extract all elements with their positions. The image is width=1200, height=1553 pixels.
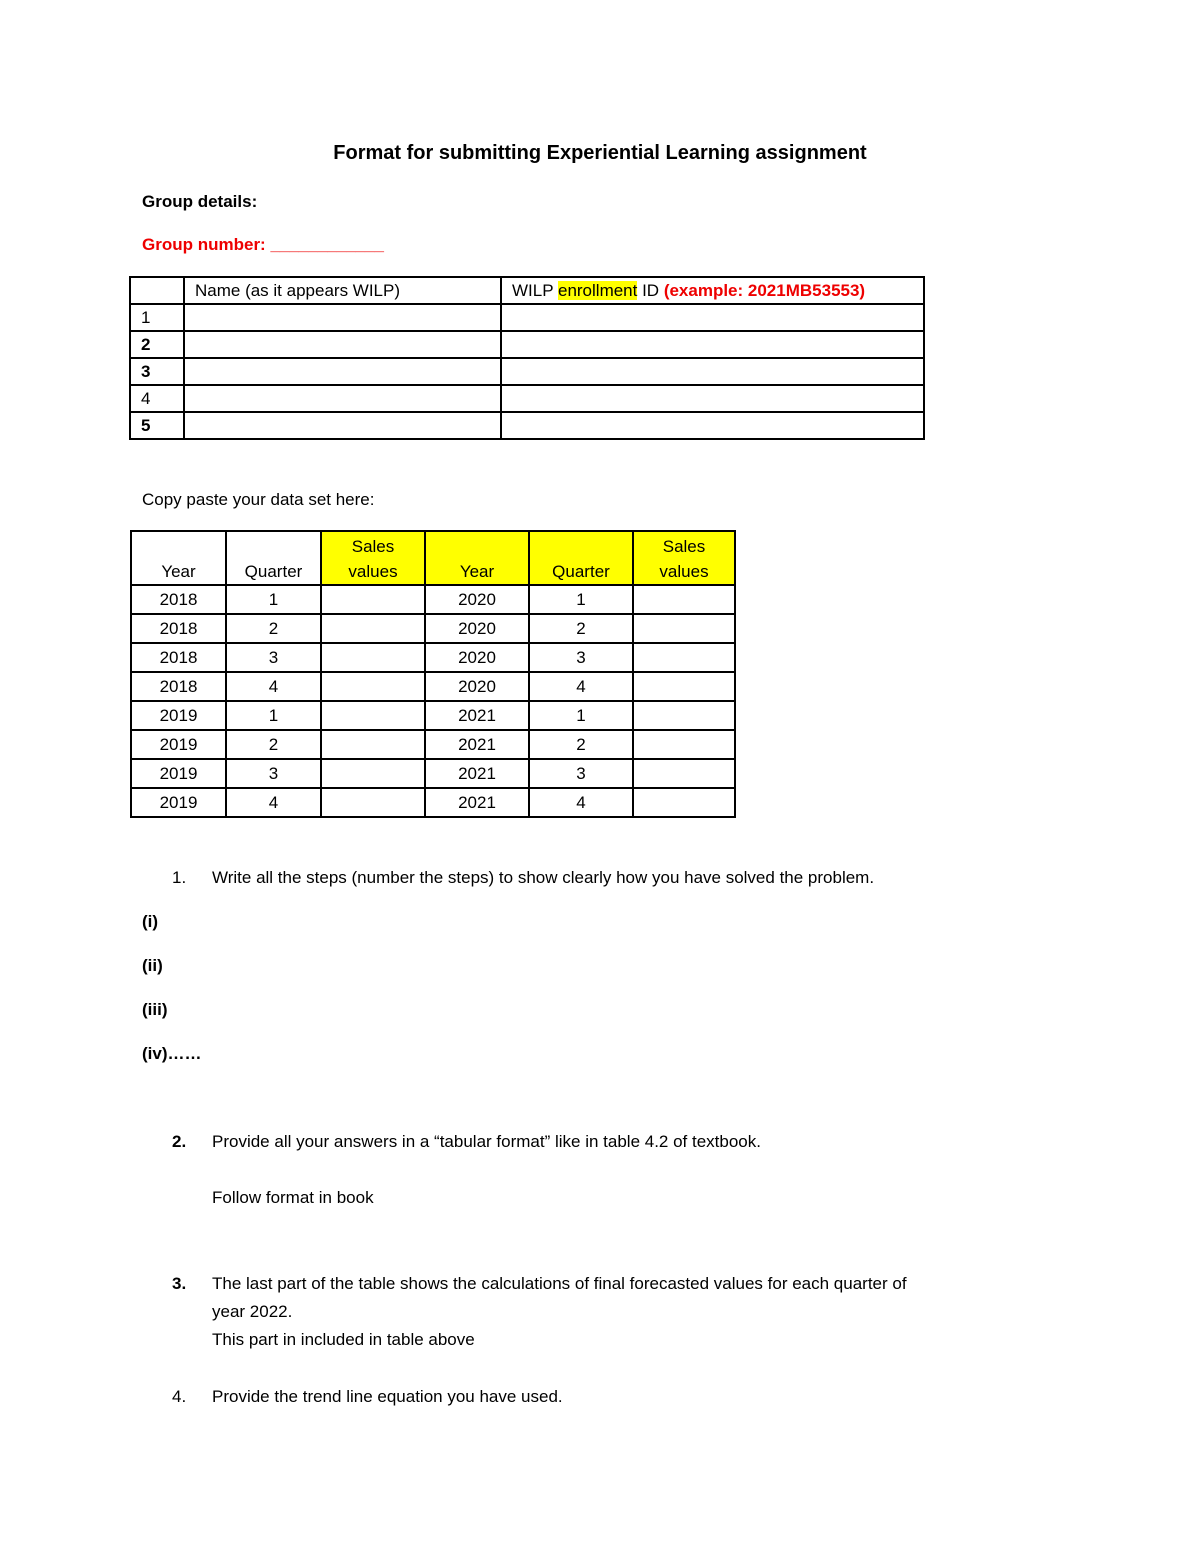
header-year: Year [425, 531, 529, 585]
sales-value-cell[interactable] [321, 643, 425, 672]
header-quarter: Quarter [529, 531, 633, 585]
member-name-cell[interactable] [184, 304, 501, 331]
sales-value-cell[interactable] [633, 759, 735, 788]
dataset-row [131, 643, 735, 672]
page-title: Format for submitting Experiential Learning assignment [333, 142, 867, 164]
quarter-cell: 3 [529, 759, 633, 788]
sales-value-cell[interactable] [633, 730, 735, 759]
question-number: 2. [172, 1132, 187, 1151]
group-number-label: Group number: ____________ [142, 235, 384, 254]
question-2-note: Follow format in book [212, 1188, 374, 1207]
members-header-id [501, 277, 924, 304]
member-name-cell[interactable] [184, 412, 501, 439]
question-text: Provide all your answers in a “tabular format” like in table 4.2 of textbook. [212, 1132, 761, 1151]
question-number: 1. [172, 868, 187, 887]
member-row [130, 412, 924, 439]
sales-line1: Sales [662, 537, 706, 556]
sales-value-cell[interactable] [321, 701, 425, 730]
dataset-table [130, 530, 736, 818]
id-example: (example: 2021MB53553) [663, 280, 866, 300]
member-index: 5 [130, 412, 184, 439]
member-name-cell[interactable] [184, 331, 501, 358]
member-row [130, 331, 924, 358]
step-label: (iii) [142, 1000, 168, 1019]
year-cell: 2020 [425, 672, 529, 701]
dataset-row [131, 730, 735, 759]
quarter-cell: 2 [226, 730, 321, 759]
quarter-cell: 4 [529, 788, 633, 817]
header-quarter: Quarter [226, 531, 321, 585]
id-highlight: enrollment [557, 280, 638, 300]
sales-value-cell[interactable] [321, 788, 425, 817]
sales-value-cell[interactable] [321, 730, 425, 759]
quarter-cell: 1 [529, 585, 633, 614]
sales-value-cell[interactable] [633, 614, 735, 643]
question-3-continuation: year 2022. [212, 1302, 293, 1321]
quarter-cell: 4 [226, 672, 321, 701]
quarter-cell: 3 [529, 643, 633, 672]
quarter-cell: 1 [226, 585, 321, 614]
question-text: Provide the trend line equation you have used. [212, 1387, 563, 1406]
step-label: (i) [142, 912, 159, 931]
year-cell: 2018 [131, 672, 226, 701]
sales-line2: values [659, 562, 709, 581]
member-index: 3 [130, 358, 184, 385]
member-index: 4 [130, 385, 184, 412]
members-header-index [130, 277, 184, 304]
dataset-row [131, 614, 735, 643]
quarter-cell: 1 [529, 701, 633, 730]
member-index: 1 [130, 304, 184, 331]
quarter-cell: 2 [529, 730, 633, 759]
id-prefix: WILP [512, 280, 558, 300]
step-label: (ii) [142, 956, 163, 975]
members-header-name: Name (as it appears WILP) [184, 277, 501, 304]
dataset-row [131, 672, 735, 701]
member-row [130, 358, 924, 385]
member-name-cell[interactable] [184, 385, 501, 412]
sales-value-cell[interactable] [321, 614, 425, 643]
member-id-cell[interactable] [501, 304, 924, 331]
members-table [129, 276, 925, 440]
year-cell: 2021 [425, 701, 529, 730]
year-cell: 2018 [131, 585, 226, 614]
sales-value-cell[interactable] [633, 672, 735, 701]
dataset-row [131, 585, 735, 614]
year-cell: 2020 [425, 643, 529, 672]
quarter-cell: 3 [226, 759, 321, 788]
member-name-cell[interactable] [184, 358, 501, 385]
year-cell: 2020 [425, 585, 529, 614]
sales-line1: Sales [351, 537, 395, 556]
question-3-note: This part in included in table above [212, 1330, 475, 1349]
sales-value-cell[interactable] [321, 585, 425, 614]
dataset-row [131, 788, 735, 817]
year-cell: 2019 [131, 701, 226, 730]
year-cell: 2021 [425, 788, 529, 817]
sales-value-cell[interactable] [633, 701, 735, 730]
copy-dataset-label: Copy paste your data set here: [142, 490, 375, 509]
year-cell: 2018 [131, 614, 226, 643]
step-label: (iv)…… [142, 1044, 202, 1063]
quarter-cell: 4 [529, 672, 633, 701]
year-cell: 2018 [131, 643, 226, 672]
header-year: Year [131, 531, 226, 585]
quarter-cell: 2 [529, 614, 633, 643]
member-id-cell[interactable] [501, 358, 924, 385]
dataset-row [131, 701, 735, 730]
quarter-cell: 3 [226, 643, 321, 672]
member-row [130, 385, 924, 412]
question-number: 4. [172, 1387, 187, 1406]
sales-value-cell[interactable] [633, 585, 735, 614]
sales-value-cell[interactable] [633, 788, 735, 817]
header-sales-values [321, 531, 425, 585]
dataset-header-row [131, 531, 735, 585]
group-details-heading: Group details: [142, 192, 258, 211]
sales-line2: values [348, 562, 398, 581]
id-mid: ID [637, 280, 664, 300]
sales-value-cell[interactable] [633, 643, 735, 672]
sales-value-cell[interactable] [321, 672, 425, 701]
year-cell: 2019 [131, 788, 226, 817]
quarter-cell: 1 [226, 701, 321, 730]
member-row [130, 304, 924, 331]
sales-value-cell[interactable] [321, 759, 425, 788]
year-cell: 2020 [425, 614, 529, 643]
member-id-cell[interactable] [501, 385, 924, 412]
member-id-cell[interactable] [501, 331, 924, 358]
quarter-cell: 4 [226, 788, 321, 817]
member-index: 2 [130, 331, 184, 358]
year-cell: 2021 [425, 759, 529, 788]
question-text: Write all the steps (number the steps) to show clearly how you have solved the problem. [212, 868, 875, 887]
year-cell: 2019 [131, 759, 226, 788]
members-table-header [130, 277, 924, 304]
year-cell: 2019 [131, 730, 226, 759]
question-text: The last part of the table shows the calculations of final forecasted values for each quarter of [212, 1274, 907, 1293]
quarter-cell: 2 [226, 614, 321, 643]
dataset-row [131, 759, 735, 788]
header-sales-values [633, 531, 735, 585]
year-cell: 2021 [425, 730, 529, 759]
member-id-cell[interactable] [501, 412, 924, 439]
question-number: 3. [172, 1274, 187, 1293]
